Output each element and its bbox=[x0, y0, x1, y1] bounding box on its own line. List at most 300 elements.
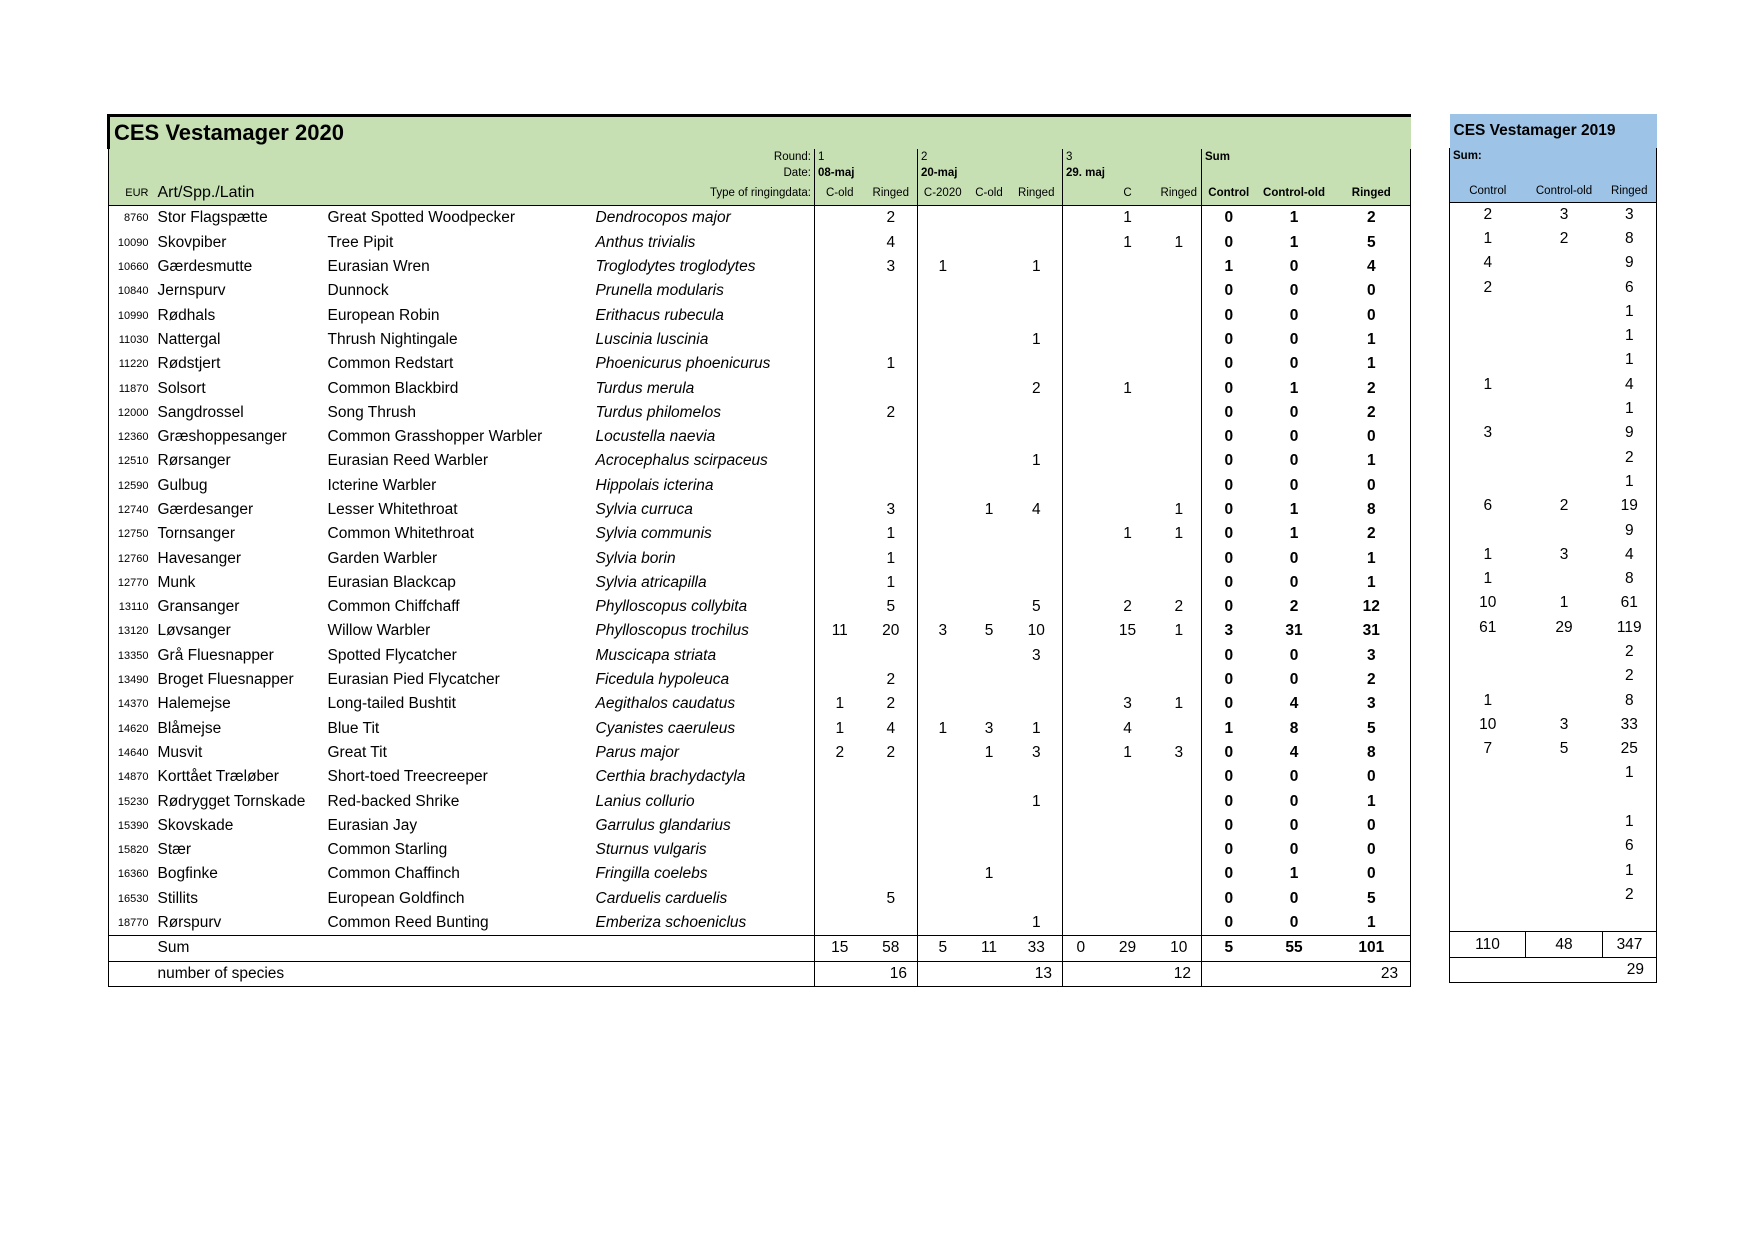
r2-ringed-value: 1 bbox=[1031, 330, 1041, 348]
sum-controlold-value: 2 bbox=[1289, 598, 1299, 616]
table-row bbox=[109, 255, 1411, 279]
r1-ringed-value: 4 bbox=[886, 719, 896, 737]
r2-ringed-value bbox=[1011, 474, 1063, 498]
danish-name: Græshoppesanger bbox=[157, 428, 287, 446]
english-name: Eurasian Pied Flycatcher bbox=[327, 671, 500, 689]
sum-ringed-value: 2 bbox=[1333, 401, 1411, 425]
r2-ringed-value: 3 bbox=[1031, 646, 1041, 664]
r2-ringed-value bbox=[1011, 206, 1063, 231]
sum-ringed-value: 8 bbox=[1333, 498, 1411, 522]
r1-cold-value: 2 bbox=[815, 741, 865, 765]
sum-ringed-value: 31 bbox=[1333, 619, 1411, 643]
r2-cold-value bbox=[968, 546, 1011, 570]
r2-c2020-value: 1 bbox=[918, 717, 968, 741]
r1-ringed-value: 5 bbox=[886, 889, 896, 907]
r2-c2020-value bbox=[918, 862, 968, 886]
english-name: Song Thrush bbox=[327, 403, 416, 421]
r1-cold-value: 11 bbox=[815, 619, 865, 643]
r3-cold-value bbox=[1063, 692, 1099, 716]
r2-ringed-value: 1 bbox=[1031, 258, 1041, 276]
sum-control-value: 0 bbox=[1202, 401, 1256, 425]
table-row bbox=[109, 814, 1411, 838]
r2-c2020-value bbox=[918, 449, 968, 473]
sum-controlold-value: 1 bbox=[1289, 865, 1299, 883]
sum-control-value: 0 bbox=[1202, 522, 1256, 546]
sum-ringed-value: 12 bbox=[1333, 595, 1411, 619]
prev-controlold-value bbox=[1526, 761, 1603, 785]
r2-cold-value bbox=[968, 449, 1011, 473]
danish-name: Rødhals bbox=[157, 306, 216, 324]
r2-cold-value bbox=[968, 789, 1011, 813]
english-name: Common Reed Bunting bbox=[327, 914, 489, 932]
sum-control-value: 0 bbox=[1202, 474, 1256, 498]
r3-c-value bbox=[1099, 303, 1157, 327]
prev-ringed-value: 19 bbox=[1603, 494, 1657, 518]
sum-ringed-value: 2 bbox=[1333, 522, 1411, 546]
r2-ringed-value: 2 bbox=[1031, 379, 1041, 397]
table-row bbox=[1450, 859, 1657, 883]
r1-ringed-value bbox=[865, 303, 918, 327]
prev-ringed-value: 1 bbox=[1603, 810, 1657, 834]
r1-ringed-value: 5 bbox=[886, 598, 896, 616]
sum-controlold-value: 0 bbox=[1289, 476, 1299, 494]
table-row bbox=[1450, 640, 1657, 664]
eur-code: 15230 bbox=[109, 789, 155, 813]
r3-cold-value bbox=[1063, 449, 1099, 473]
r2-ringed-value bbox=[1011, 838, 1063, 862]
sum-control-value: 3 bbox=[1202, 619, 1256, 643]
r3-cold-value bbox=[1063, 814, 1099, 838]
latin-name: Emberiza schoeniclus bbox=[595, 914, 747, 932]
r3-ringed-value bbox=[1157, 765, 1202, 789]
prev-controlold-value: 5 bbox=[1559, 740, 1569, 758]
prev-ringed-value: 1 bbox=[1603, 348, 1657, 372]
r2-c2020-value bbox=[918, 789, 968, 813]
r3-c-value bbox=[1099, 425, 1157, 449]
eur-code: 8760 bbox=[109, 206, 155, 231]
r1-cold-value bbox=[815, 644, 865, 668]
sum-control-value: 0 bbox=[1202, 498, 1256, 522]
r3-cold-value bbox=[1063, 231, 1099, 255]
table-row bbox=[1450, 591, 1657, 615]
r3-ringed-value bbox=[1157, 303, 1202, 327]
sum-controlold-value: 1 bbox=[1289, 501, 1299, 518]
english-name: Red-backed Shrike bbox=[327, 792, 460, 810]
r3-ringed-value bbox=[1157, 717, 1202, 741]
prev-sum-control: 110 bbox=[1450, 932, 1526, 957]
table-row bbox=[109, 862, 1411, 886]
prev-control-value: 7 bbox=[1450, 737, 1526, 761]
english-name: Common Starling bbox=[327, 841, 448, 859]
sum-control-value: 0 bbox=[1202, 206, 1256, 231]
r2-cold-value bbox=[968, 668, 1011, 692]
table-row bbox=[1450, 470, 1657, 494]
table-row bbox=[1450, 275, 1657, 299]
r2-c2020-value bbox=[918, 206, 968, 231]
r3-c-value: 1 bbox=[1123, 743, 1132, 761]
r2-c2020-value bbox=[918, 401, 968, 425]
sum-s-ringed: 101 bbox=[1333, 936, 1411, 961]
sum-control-value: 0 bbox=[1202, 303, 1256, 327]
r2-c2020-value bbox=[918, 352, 968, 376]
r2-c2020-value bbox=[918, 887, 968, 911]
prev-control-value: 2 bbox=[1450, 275, 1526, 299]
r3-cold-value bbox=[1063, 546, 1099, 570]
r3-cold-value bbox=[1063, 522, 1099, 546]
sum-control-value: 0 bbox=[1202, 352, 1256, 376]
sum-ringed-value: 5 bbox=[1333, 231, 1411, 255]
r3-cold-value bbox=[1063, 352, 1099, 376]
r2-ringed-value: 10 bbox=[1027, 622, 1045, 640]
sum-controlold-value: 0 bbox=[1289, 646, 1299, 664]
r1-ringed-value bbox=[865, 765, 918, 789]
sum-controlold-value: 0 bbox=[1289, 306, 1299, 324]
sum-controlold-value: 4 bbox=[1289, 695, 1299, 713]
r3-ringed-value: 1 bbox=[1174, 525, 1184, 543]
table-row bbox=[109, 352, 1411, 376]
r1-ringed-value: 1 bbox=[886, 549, 896, 567]
r3-c-value bbox=[1099, 911, 1157, 936]
sum-control-value: 0 bbox=[1202, 644, 1256, 668]
r2-cold-value: 1 bbox=[984, 865, 994, 883]
r2-ringed-value bbox=[1011, 692, 1063, 716]
r3-cold-value bbox=[1063, 255, 1099, 279]
sum-ringed-value: 3 bbox=[1333, 692, 1411, 716]
sum-control-value: 0 bbox=[1202, 838, 1256, 862]
r3-cold-value bbox=[1063, 741, 1099, 765]
table-row bbox=[1450, 373, 1657, 397]
prev-ringed-value: 119 bbox=[1603, 616, 1657, 640]
prev-ringed-value: 1 bbox=[1603, 324, 1657, 348]
r3-c-value: 3 bbox=[1123, 695, 1132, 713]
r1-ringed-value bbox=[865, 911, 918, 936]
sum-ringed-value: 1 bbox=[1333, 352, 1411, 376]
prev-ringed-value: 8 bbox=[1603, 567, 1657, 591]
r2-cold-value bbox=[968, 692, 1011, 716]
r2-ringed-value bbox=[1011, 668, 1063, 692]
col-r2-ringed: Ringed bbox=[1011, 181, 1063, 206]
table-row bbox=[1450, 543, 1657, 567]
r2-ringed-value bbox=[1011, 887, 1063, 911]
r1-ringed-value bbox=[865, 474, 918, 498]
eur-code: 10840 bbox=[109, 279, 155, 303]
sum-ringed-value: 0 bbox=[1333, 862, 1411, 886]
prev-controlold-value bbox=[1526, 421, 1603, 445]
col-prev-controlold: Control-old bbox=[1526, 180, 1603, 202]
r3-c-value bbox=[1099, 668, 1157, 692]
r1-ringed-value bbox=[865, 376, 918, 400]
r1-ringed-value: 1 bbox=[886, 355, 896, 373]
r3-cold-value bbox=[1063, 376, 1099, 400]
table-row bbox=[109, 692, 1411, 716]
table-row bbox=[109, 546, 1411, 570]
r2-ringed-value bbox=[1011, 814, 1063, 838]
col-r3-c: C bbox=[1099, 181, 1157, 206]
r2-c2020-value bbox=[918, 279, 968, 303]
prev-species-count-row bbox=[1450, 957, 1657, 982]
sum-control-value: 0 bbox=[1202, 546, 1256, 570]
prev-control-value: 10 bbox=[1450, 713, 1526, 737]
prev-ringed-value: 1 bbox=[1603, 300, 1657, 324]
r1-cold-value bbox=[815, 449, 865, 473]
r3-ringed-value bbox=[1157, 644, 1202, 668]
latin-name: Muscicapa striata bbox=[595, 646, 717, 664]
latin-name: Sylvia borin bbox=[595, 549, 676, 567]
table-row bbox=[1450, 494, 1657, 518]
r3-c-value bbox=[1099, 279, 1157, 303]
r2-c2020-value bbox=[918, 303, 968, 327]
r3-c-value: 1 bbox=[1123, 233, 1132, 251]
sum-ringed-value: 0 bbox=[1333, 279, 1411, 303]
r1-cold-value bbox=[815, 765, 865, 789]
r2-c2020-value bbox=[918, 474, 968, 498]
r1-cold-value bbox=[815, 571, 865, 595]
eur-code: 12760 bbox=[109, 546, 155, 570]
sum-ringed-value: 0 bbox=[1333, 303, 1411, 327]
eur-code: 12590 bbox=[109, 474, 155, 498]
r3-c-value bbox=[1099, 352, 1157, 376]
r2-c2020-value bbox=[918, 498, 968, 522]
sum-controlold-value: 0 bbox=[1289, 841, 1299, 859]
sum-ringed-value: 0 bbox=[1333, 765, 1411, 789]
prev-control-value bbox=[1450, 834, 1526, 858]
sum-r1-ringed: 58 bbox=[865, 936, 918, 961]
species-label: Art/Spp./Latin bbox=[155, 181, 593, 206]
sum-controlold-value: 0 bbox=[1289, 768, 1299, 786]
sum-controlold-value: 0 bbox=[1289, 816, 1299, 834]
r2-cold-value: 5 bbox=[984, 622, 994, 640]
r1-ringed-value: 1 bbox=[886, 573, 896, 591]
table-row bbox=[1450, 397, 1657, 421]
eur-code: 16530 bbox=[109, 887, 155, 911]
date-2: 20-maj bbox=[918, 165, 1063, 181]
sum-controlold-value: 31 bbox=[1285, 622, 1303, 640]
table-row bbox=[109, 206, 1411, 231]
r3-ringed-value bbox=[1157, 814, 1202, 838]
sum-controlold-value: 0 bbox=[1289, 330, 1299, 348]
r2-ringed-value bbox=[1011, 279, 1063, 303]
round-label: Round: bbox=[109, 149, 815, 165]
table-row bbox=[109, 644, 1411, 668]
table-row bbox=[1450, 251, 1657, 275]
r2-cold-value bbox=[968, 352, 1011, 376]
round-1: 1 bbox=[815, 149, 918, 165]
col-r2-cold: C-old bbox=[968, 181, 1011, 206]
r2-cold-value: 1 bbox=[984, 743, 994, 761]
r1-ringed-value: 2 bbox=[886, 743, 896, 761]
col-prev-control: Control bbox=[1450, 180, 1526, 202]
prev-sum-controlold: 48 bbox=[1526, 932, 1603, 957]
r3-ringed-value bbox=[1157, 789, 1202, 813]
r2-cold-value bbox=[968, 231, 1011, 255]
english-name: Tree Pipit bbox=[327, 233, 394, 251]
r2-cold-value bbox=[968, 571, 1011, 595]
type-label: Type of ringingdata: bbox=[593, 181, 815, 206]
r2-cold-value bbox=[968, 255, 1011, 279]
prev-controlold-value bbox=[1526, 567, 1603, 591]
date-label: Date: bbox=[109, 165, 815, 181]
r2-ringed-value: 4 bbox=[1031, 501, 1041, 518]
species-count-row bbox=[109, 961, 1411, 986]
table-row bbox=[109, 401, 1411, 425]
table-row bbox=[109, 668, 1411, 692]
r3-ringed-value: 1 bbox=[1174, 622, 1184, 640]
r3-ringed-value: 1 bbox=[1174, 501, 1184, 518]
eur-code: 14370 bbox=[109, 692, 155, 716]
prev-control-value: 1 bbox=[1450, 227, 1526, 251]
r2-c2020-value bbox=[918, 376, 968, 400]
sum-control-value: 0 bbox=[1202, 376, 1256, 400]
r1-ringed-value: 2 bbox=[886, 671, 896, 689]
r1-ringed-value: 3 bbox=[886, 258, 896, 276]
latin-name: Dendrocopos major bbox=[595, 209, 731, 227]
danish-name: Skovskade bbox=[157, 816, 234, 834]
r1-cold-value bbox=[815, 279, 865, 303]
sum-header: Sum bbox=[1202, 149, 1411, 165]
english-name: Common Redstart bbox=[327, 355, 454, 373]
r3-ringed-value bbox=[1157, 474, 1202, 498]
r2-cold-value bbox=[968, 838, 1011, 862]
danish-name: Stillits bbox=[157, 889, 198, 907]
sum-control-value: 1 bbox=[1202, 717, 1256, 741]
prev-ringed-value: 3 bbox=[1603, 202, 1657, 227]
latin-name: Turdus philomelos bbox=[595, 403, 721, 421]
r2-cold-value bbox=[968, 765, 1011, 789]
danish-name: Sangdrossel bbox=[157, 403, 244, 421]
r1-ringed-value bbox=[865, 279, 918, 303]
danish-name: Rørsanger bbox=[157, 452, 231, 470]
eur-code: 18770 bbox=[109, 911, 155, 936]
prev-ringed-value: 33 bbox=[1603, 713, 1657, 737]
english-name: Dunnock bbox=[327, 282, 389, 300]
r2-ringed-value bbox=[1011, 401, 1063, 425]
r3-ringed-value bbox=[1157, 862, 1202, 886]
danish-name: Gulbug bbox=[157, 476, 208, 494]
r2-cold-value bbox=[968, 328, 1011, 352]
r1-ringed-value bbox=[865, 789, 918, 813]
danish-name: Korttået Træløber bbox=[157, 768, 279, 786]
prev-ringed-value: 1 bbox=[1603, 859, 1657, 883]
latin-name: Locustella naevia bbox=[595, 428, 716, 446]
r3-c-value: 1 bbox=[1123, 525, 1132, 543]
r2-ringed-value bbox=[1011, 522, 1063, 546]
prev-controlold-value bbox=[1526, 786, 1603, 810]
prev-ringed-value: 4 bbox=[1603, 543, 1657, 567]
r3-cold-value bbox=[1063, 765, 1099, 789]
r3-cold-value bbox=[1063, 789, 1099, 813]
sum-r2-ringed: 33 bbox=[1011, 936, 1063, 961]
prev-controlold-value bbox=[1526, 688, 1603, 712]
prev-control-value bbox=[1450, 324, 1526, 348]
r3-c-value bbox=[1099, 571, 1157, 595]
r2-cold-value bbox=[968, 814, 1011, 838]
r2-c2020-value bbox=[918, 328, 968, 352]
english-name: Great Tit bbox=[327, 743, 387, 761]
r2-cold-value bbox=[968, 401, 1011, 425]
eur-code: 13110 bbox=[109, 595, 155, 619]
r2-c2020-value bbox=[918, 231, 968, 255]
sum-control-value: 1 bbox=[1202, 255, 1256, 279]
r3-ringed-value bbox=[1157, 376, 1202, 400]
r1-ringed-value bbox=[865, 838, 918, 862]
eur-code: 10990 bbox=[109, 303, 155, 327]
col-r2-c2020: C-2020 bbox=[918, 181, 968, 206]
table-row bbox=[109, 887, 1411, 911]
r1-ringed-value bbox=[865, 449, 918, 473]
sum-control-value: 0 bbox=[1202, 692, 1256, 716]
r1-cold-value bbox=[815, 255, 865, 279]
prev-control-value bbox=[1450, 445, 1526, 469]
r1-cold-value bbox=[815, 814, 865, 838]
r2-cold-value bbox=[968, 644, 1011, 668]
r3-c-value bbox=[1099, 498, 1157, 522]
sum-control-value: 0 bbox=[1202, 571, 1256, 595]
r2-c2020-value bbox=[918, 911, 968, 936]
danish-name: Rødrygget Tornskade bbox=[157, 792, 306, 810]
r3-ringed-value bbox=[1157, 911, 1202, 936]
table-row bbox=[1450, 688, 1657, 712]
table-row bbox=[109, 449, 1411, 473]
r2-c2020-value: 3 bbox=[918, 619, 968, 643]
ces-2019-table bbox=[1449, 114, 1657, 983]
r3-cold-value bbox=[1063, 206, 1099, 231]
eur-code: 13120 bbox=[109, 619, 155, 643]
english-name: Common Blackbird bbox=[327, 379, 459, 397]
r2-cold-value bbox=[968, 522, 1011, 546]
english-name: Thrush Nightingale bbox=[327, 330, 458, 348]
english-name: Lesser Whitethroat bbox=[327, 501, 458, 518]
prev-ringed-value: 6 bbox=[1603, 834, 1657, 858]
table-row bbox=[109, 474, 1411, 498]
r2-c2020-value bbox=[918, 522, 968, 546]
danish-name: Havesanger bbox=[157, 549, 242, 567]
r1-ringed-value bbox=[865, 328, 918, 352]
sum-r1-cold: 15 bbox=[815, 936, 865, 961]
r1-ringed-value: 2 bbox=[886, 695, 896, 713]
danish-name: Gærdesmutte bbox=[157, 258, 253, 276]
r2-ringed-value: 1 bbox=[1031, 452, 1041, 470]
r3-ringed-value bbox=[1157, 838, 1202, 862]
table-row bbox=[1450, 810, 1657, 834]
species-count-r2: 13 bbox=[918, 961, 1063, 986]
table-row bbox=[109, 498, 1411, 522]
english-name: Common Whitethroat bbox=[327, 525, 474, 543]
english-name: Spotted Flycatcher bbox=[327, 646, 457, 664]
r1-ringed-value bbox=[865, 425, 918, 449]
sum-controlold-value: 1 bbox=[1289, 233, 1299, 251]
r3-ringed-value: 1 bbox=[1174, 695, 1184, 713]
prev-ringed-value: 9 bbox=[1603, 251, 1657, 275]
sum-controlold-value: 8 bbox=[1289, 719, 1299, 737]
sum-s-control: 5 bbox=[1202, 936, 1256, 961]
eur-code: 14640 bbox=[109, 741, 155, 765]
prev-controlold-value: 3 bbox=[1559, 545, 1569, 563]
table-row bbox=[109, 279, 1411, 303]
r2-ringed-value: 5 bbox=[1031, 598, 1041, 616]
r3-cold-value bbox=[1063, 911, 1099, 936]
r2-cold-value bbox=[968, 595, 1011, 619]
sum-ringed-value: 1 bbox=[1333, 911, 1411, 936]
table-row bbox=[109, 425, 1411, 449]
r1-cold-value bbox=[815, 911, 865, 936]
prev-control-value bbox=[1450, 786, 1526, 810]
latin-name: Certhia brachydactyla bbox=[595, 768, 746, 786]
col-r1-cold: C-old bbox=[815, 181, 865, 206]
r3-ringed-value bbox=[1157, 279, 1202, 303]
r3-ringed-value bbox=[1157, 887, 1202, 911]
latin-name: Luscinia luscinia bbox=[595, 330, 709, 348]
prev-control-value bbox=[1450, 907, 1526, 932]
